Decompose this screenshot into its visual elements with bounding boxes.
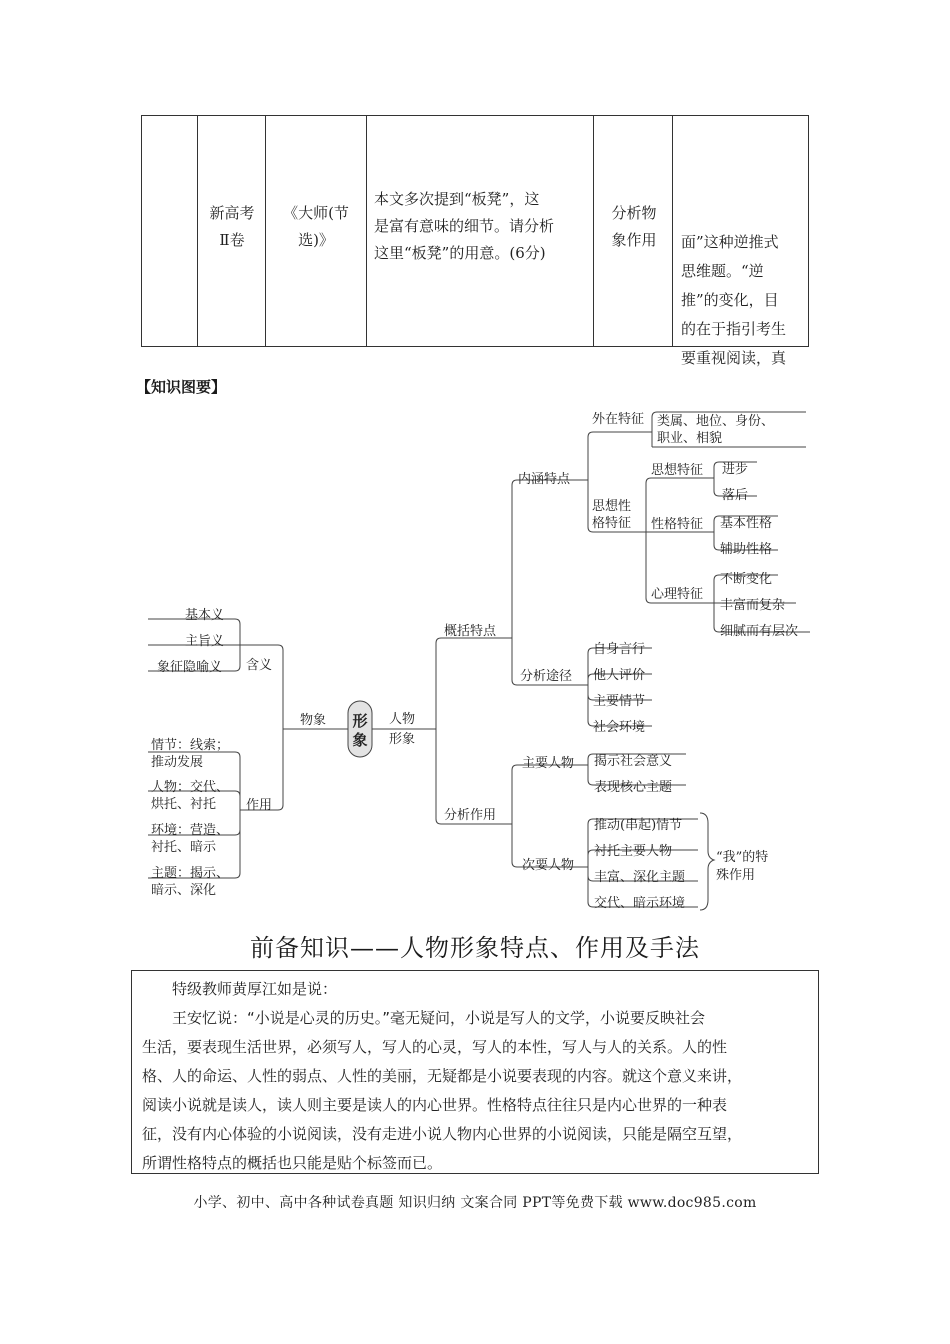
quote-line: 特级教师黄厚江如是说： <box>172 980 338 998</box>
leaf-foil-main: 衬托主要人物 <box>594 844 673 859</box>
table-cell-source: 《大师(节 选)》 <box>283 204 349 249</box>
leaf-progressive: 进步 <box>722 462 749 477</box>
node-analysis: 分析作用 <box>444 808 497 823</box>
mind-map <box>0 395 950 915</box>
node-function: 作用 <box>246 798 273 813</box>
table-divider <box>672 116 673 346</box>
leaf-theme-meaning: 主旨义 <box>185 634 225 649</box>
quote-line: 征，没有内心体验的小说阅读，没有走进小说人物内心世界的小说阅读，只能是隔空互望， <box>142 1125 743 1143</box>
section-heading: 前备知识——人物形象特点、作用及手法 <box>250 934 700 962</box>
leaf-backward: 落后 <box>722 488 749 503</box>
quote-line: 所谓性格特点的概括也只能是贴个标签而已。 <box>142 1154 443 1172</box>
table-cell-region: 新高考 Ⅱ卷 <box>209 204 255 249</box>
leaf-main-plot: 主要情节 <box>593 694 646 709</box>
table-divider <box>265 116 266 346</box>
leaf-basic-character: 基本性格 <box>720 516 773 531</box>
leaf-person: 人物：交代、 烘托、衬托 <box>151 780 230 812</box>
leaf-environment: 环境：营造、 衬托、暗示 <box>151 823 230 855</box>
quote-line: 格、人的命运、人性的弱点、人性的美丽，无疑都是小说要表现的内容。就这个意义来讲， <box>142 1067 743 1085</box>
leaf-external-items: 类属、地位、身份、 职业、相貌 <box>657 414 775 446</box>
leaf-deepen-theme: 丰富、深化主题 <box>594 870 686 885</box>
table-divider <box>366 116 367 346</box>
leaf-aux-character: 辅助性格 <box>720 542 773 557</box>
mindmap-center-node: 形 象 <box>352 712 368 749</box>
leaf-theme: 主题：揭示、 暗示、深化 <box>151 866 230 898</box>
quote-box <box>131 970 819 1174</box>
node-character: 性格特征 <box>651 517 704 532</box>
node-psych: 心理特征 <box>651 587 704 602</box>
leaf-own-words: 自身言行 <box>593 642 646 657</box>
page-footer: 小学、初中、高中各种试卷真题 知识归纳 文案合同 PPT等免费下载 www.doc985.com <box>193 1195 757 1211</box>
leaf-basic-meaning: 基本义 <box>185 608 225 623</box>
leaf-layered: 细腻而有层次 <box>720 624 799 639</box>
node-narrator-role: “我”的特 殊作用 <box>716 850 769 883</box>
leaf-symbol-meaning: 象征隐喻义 <box>157 660 223 675</box>
node-minor-character: 次要人物 <box>522 858 575 873</box>
node-meaning: 含义 <box>246 658 273 673</box>
node-object: 物象 <box>300 713 327 728</box>
leaf-drive-plot: 推动(串起)情节 <box>594 818 683 833</box>
table-cell-question: 本文多次提到“板凳”，这 是富有意味的细节。请分析 这里“板凳”的用意。(6分) <box>374 190 555 262</box>
node-approach: 分析途径 <box>520 669 573 684</box>
table-divider <box>593 116 594 346</box>
mind-map-lines <box>0 395 950 915</box>
node-thought: 思想特征 <box>651 463 704 478</box>
leaf-social-env: 社会环境 <box>593 720 646 735</box>
node-connotation: 内涵特点 <box>518 472 571 487</box>
leaf-plot: 情节：线索； 推动发展 <box>151 738 230 770</box>
table-divider <box>197 116 198 346</box>
leaf-others-eval: 他人评价 <box>593 668 646 683</box>
leaf-hint-env: 交代、暗示环境 <box>594 896 686 911</box>
table-cell-note: 面”这种逆推式 思维题。“逆 推”的变化，目 的在于指引考生 要重视阅读，真 <box>681 233 787 367</box>
leaf-changing: 不断变化 <box>720 572 773 587</box>
section-label: 【知识图要】 <box>136 378 227 396</box>
leaf-complex: 丰富而复杂 <box>720 598 786 613</box>
node-main-character: 主要人物 <box>522 756 575 771</box>
quote-line: 生活，要表现生活世界，必须写人，写人的心灵，写人的本性，写人与人的关系。人的性 <box>142 1038 728 1056</box>
node-external: 外在特征 <box>592 412 645 427</box>
quote-line: 王安忆说：“小说是心灵的历史。”毫无疑问，小说是写人的文学，小说要反映社会 <box>172 1009 706 1027</box>
node-internal: 思想性 格特征 <box>592 499 632 531</box>
quote-line: 阅读小说就是读人，读人则主要是读人的内心世界。性格特点往往只是内心世界的一种表 <box>142 1096 728 1114</box>
node-summary: 概括特点 <box>444 624 497 639</box>
table-cell-type: 分析物 象作用 <box>611 204 657 249</box>
node-character-image: 人物 形象 <box>389 712 416 747</box>
leaf-social-meaning: 揭示社会意义 <box>594 754 673 769</box>
leaf-core-theme: 表现核心主题 <box>594 780 673 795</box>
